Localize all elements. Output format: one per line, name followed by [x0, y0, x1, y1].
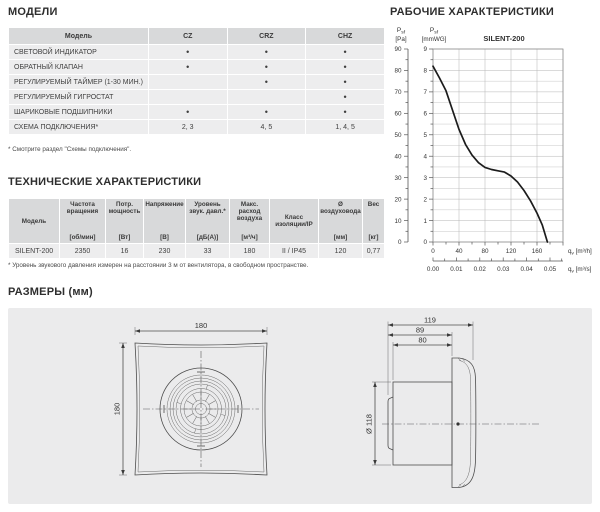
dimensions-panel — [8, 308, 592, 504]
models-table-row — [9, 60, 384, 74]
svg-text:1: 1 — [423, 217, 427, 225]
svg-text:0.05: 0.05 — [543, 266, 557, 273]
feature-value: • — [306, 45, 384, 59]
tech-col-header: Класс изоляции/IP — [270, 199, 318, 243]
centerline-dot — [456, 422, 459, 425]
tech-table-data-row — [9, 244, 384, 258]
svg-text:Psf: $P_{sf}$ — [429, 27, 439, 36]
svg-text:6: 6 — [423, 110, 427, 118]
feature-label: ОБРАТНЫЙ КЛАПАН — [9, 60, 148, 74]
svg-text:0.04: 0.04 — [520, 266, 533, 273]
svg-text:40: 40 — [394, 153, 402, 161]
side-flange-dim: 89 — [415, 325, 425, 335]
svg-text:SILENT-200: SILENT-200 — [483, 34, 525, 43]
feature-value — [228, 90, 306, 104]
feature-value: • — [228, 105, 306, 119]
models-table-row — [9, 105, 384, 119]
feature-value: • — [228, 75, 306, 89]
svg-text:80: 80 — [394, 67, 402, 75]
svg-text:80: 80 — [481, 248, 489, 255]
side-diameter-dim: Ø 118 — [364, 414, 374, 434]
svg-text:qv [m³/h]: $q_v$ [m³/h] — [568, 248, 592, 256]
models-footnote: * Смотрите раздел "Схемы подключения". — [8, 146, 132, 153]
svg-text:4: 4 — [423, 153, 427, 161]
feature-label: РЕГУЛИРУЕМЫЙ ТАЙМЕР (1-30 МИН.) — [9, 75, 148, 89]
tech-value: 33 — [186, 244, 229, 258]
svg-text:50: 50 — [394, 131, 402, 139]
models-table — [8, 27, 385, 135]
tech-value: 180 — [230, 244, 269, 258]
feature-label: СХЕМА ПОДКЛЮЧЕНИЯ* — [9, 120, 148, 134]
feature-value: • — [228, 60, 306, 74]
front-height-dim: 180 — [112, 402, 122, 416]
svg-text:30: 30 — [394, 174, 402, 182]
tech-section-title: ТЕХНИЧЕСКИЕ ХАРАКТЕРИСТИКИ — [8, 176, 202, 188]
feature-value: • — [306, 75, 384, 89]
models-section-title: МОДЕЛИ — [8, 6, 58, 18]
side-duct-length-dim: 80 — [418, 335, 427, 345]
svg-text:0.00: 0.00 — [426, 266, 440, 273]
tech-value: 120 — [319, 244, 362, 258]
svg-text:0: 0 — [423, 239, 427, 247]
tech-table — [8, 198, 385, 259]
tech-value: 16 — [106, 244, 143, 258]
svg-text:160: 160 — [531, 248, 543, 255]
tech-value: II / IP45 — [270, 244, 318, 258]
models-col-header: CRZ — [228, 28, 306, 44]
dimensions-section-title: РАЗМЕРЫ (мм) — [8, 286, 93, 298]
feature-value: 1, 4, 5 — [306, 120, 384, 134]
svg-text:qv [m³/s]: $q_v$ [m³/s] — [568, 266, 592, 274]
models-col-header: CHZ — [306, 28, 384, 44]
feature-value: • — [228, 45, 306, 59]
svg-text:10: 10 — [394, 217, 402, 225]
feature-label: РЕГУЛИРУЕМЫЙ ГИГРОСТАТ — [9, 90, 148, 104]
models-table-row — [9, 90, 384, 104]
performance-section-title: РАБОЧИЕ ХАРАКТЕРИСТИКИ — [390, 6, 555, 18]
svg-text:0: 0 — [431, 248, 435, 255]
fan-side-view-drawing — [358, 314, 548, 504]
tech-col-header: Частота вращения [об/мин] — [60, 199, 105, 243]
models-table-row — [9, 75, 384, 89]
svg-text:3: 3 — [423, 174, 427, 182]
svg-text:40: 40 — [455, 248, 463, 255]
models-col-header: CZ — [149, 28, 227, 44]
models-col-header: Модель — [9, 28, 148, 44]
models-table-row — [9, 45, 384, 59]
tech-value: SILENT-200 — [9, 244, 59, 258]
svg-text:5: 5 — [423, 131, 427, 139]
fan-front-view-drawing — [108, 314, 288, 504]
side-depth-dim: 119 — [424, 315, 436, 325]
feature-value — [149, 75, 227, 89]
feature-value — [149, 90, 227, 104]
svg-text:Psf: $P_{sf}$ — [396, 27, 406, 36]
tech-col-header: Вес [кг] — [363, 199, 384, 243]
front-width-dim: 180 — [194, 321, 208, 330]
svg-text:[Pa]: [Pa] — [395, 36, 407, 43]
svg-text:0.03: 0.03 — [497, 266, 510, 273]
performance-chart — [388, 22, 600, 288]
feature-value: • — [306, 105, 384, 119]
svg-text:0.02: 0.02 — [473, 266, 486, 273]
tech-col-header: Макс. расход воздуха [м³/ч] — [230, 199, 269, 243]
tech-col-header: Напряжение [В] — [145, 201, 184, 241]
svg-text:8: 8 — [423, 67, 427, 75]
feature-value: 2, 3 — [149, 120, 227, 134]
models-table-row — [9, 120, 384, 134]
feature-value: • — [149, 105, 227, 119]
tech-table-header-row — [9, 199, 384, 243]
tech-value: 0,77 — [363, 244, 384, 258]
feature-label: ШАРИКОВЫЕ ПОДШИПНИКИ — [9, 105, 148, 119]
feature-value: • — [306, 90, 384, 104]
feature-value: 4, 5 — [228, 120, 306, 134]
svg-text:90: 90 — [394, 46, 402, 54]
svg-text:70: 70 — [394, 89, 402, 97]
models-table-header-row — [9, 28, 384, 44]
feature-value: • — [306, 60, 384, 74]
tech-col-header: Модель — [9, 199, 59, 243]
svg-text:7: 7 — [423, 89, 427, 97]
svg-text:9: 9 — [423, 46, 427, 54]
svg-text:60: 60 — [394, 110, 402, 118]
svg-text:0: 0 — [397, 239, 402, 247]
svg-text:0.01: 0.01 — [450, 266, 463, 273]
tech-col-header: Ø воздуховода [мм] — [320, 201, 361, 241]
feature-label: СВЕТОВОЙ ИНДИКАТОР — [9, 45, 148, 59]
svg-text:20: 20 — [394, 196, 402, 204]
svg-text:120: 120 — [505, 248, 517, 255]
svg-text:[mmWG]: [mmWG] — [421, 36, 447, 43]
svg-text:2: 2 — [423, 196, 427, 204]
feature-value: • — [149, 45, 227, 59]
tech-value: 230 — [144, 244, 185, 258]
grille-clips — [164, 372, 238, 446]
tech-col-header: Уровень звук. давл.* [дБ(А)] — [186, 199, 229, 243]
tech-footnote: * Уровень звукового давления измерен на расстоянии 3 м от вентилятора, в свободном пространстве. — [8, 262, 309, 269]
feature-value: • — [149, 60, 227, 74]
tech-col-header: Потр. мощность [Вт] — [106, 199, 143, 243]
tech-value: 2350 — [60, 244, 105, 258]
